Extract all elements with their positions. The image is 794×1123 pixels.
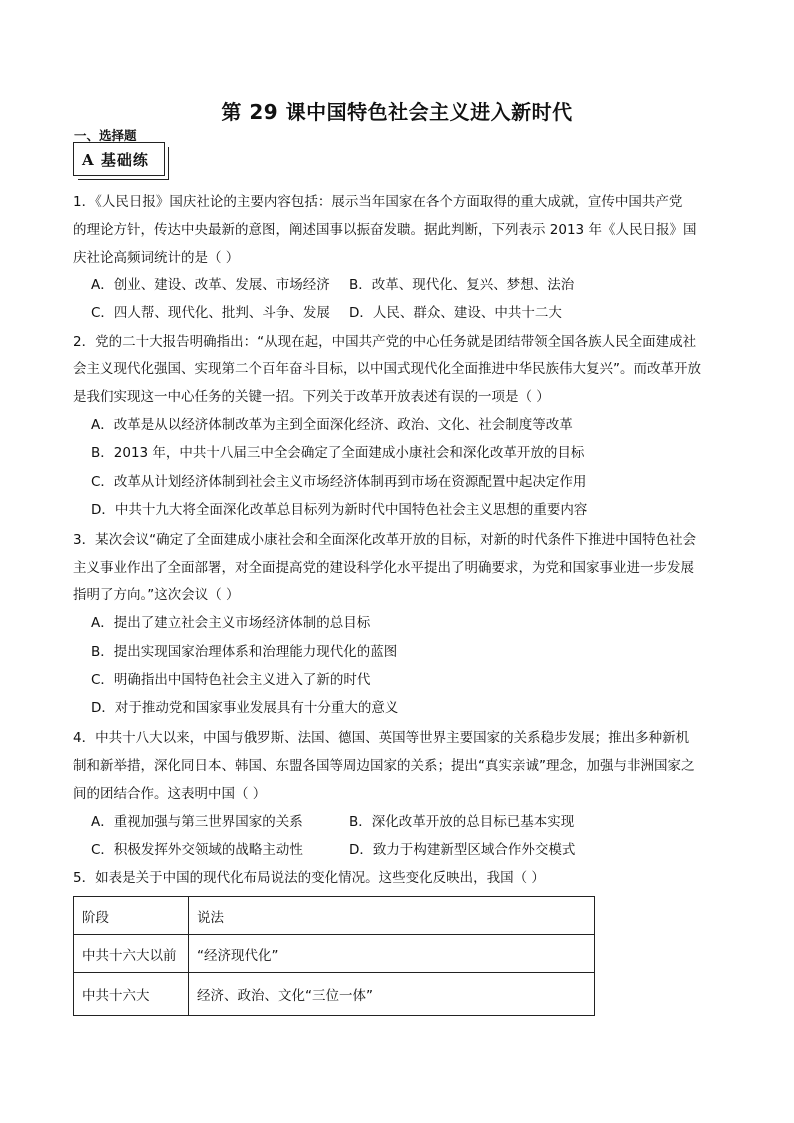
- q1-stem-line: 庆社论高频词统计的是（ ）: [73, 250, 240, 266]
- table-row: [74, 935, 595, 973]
- table-header-cell: 说法: [189, 897, 595, 935]
- level-badge: [73, 142, 165, 176]
- q5-stem: 5．如表是关于中国的现代化布局说法的变化情况。这些变化反映出，我国（ ）: [73, 870, 545, 886]
- q4-option-b: B．深化改革开放的总目标已基本实现: [349, 814, 575, 830]
- q1-stem-line: 1．《人民日报》国庆社论的主要内容包括：展示当年国家在各个方面取得的重大成就，宣传中国共产党: [73, 194, 683, 210]
- q3-option-d: D．对于推动党和国家事业发展具有十分重大的意义: [91, 700, 399, 716]
- table-cell: 中共十六大以前: [74, 935, 189, 973]
- q1-option-d: D．人民、群众、建设、中共十二大: [349, 305, 562, 321]
- q2-stem-line: 会主义现代化强国、实现第二个百年奋斗目标，以中国式现代化全面推进中华民族伟大复兴”。而改革开放: [73, 361, 701, 377]
- table-header-cell: 阶段: [74, 897, 189, 935]
- q3-stem-line: 主义事业作出了全面部署，对全面提高党的建设科学化水平提出了明确要求，为党和国家事业进一步发展: [73, 560, 694, 576]
- q3-stem-line: 指明了方向。”这次会议（ ）: [73, 587, 240, 603]
- level-label: A 基础练: [82, 151, 149, 169]
- q2-stem-line: 是我们实现这一中心任务的关键一招。下列关于改革开放表述有误的一项是（ ）: [73, 389, 550, 405]
- q4-stem-line: 间的团结合作。这表明中国（ ）: [73, 786, 267, 802]
- q2-option-c: C．改革从计划经济体制到社会主义市场经济体制再到市场在资源配置中起决定作用: [91, 474, 587, 490]
- q2-option-a: A．改革是从以经济体制改革为主到全面深化经济、政治、文化、社会制度等改革: [91, 417, 573, 433]
- q4-stem-line: 4．中共十八大以来，中国与俄罗斯、法国、德国、英国等世界主要国家的关系稳步发展；推出多种新机: [73, 730, 690, 746]
- q1-option-b: B．改革、现代化、复兴、梦想、法治: [349, 277, 575, 293]
- q4-option-d: D．致力于构建新型区域合作外交模式: [349, 842, 576, 858]
- q1-option-c: C．四人帮、现代化、批判、斗争、发展: [91, 305, 330, 321]
- page-title: 第 29 课中国特色社会主义进入新时代: [221, 100, 573, 124]
- q4-option-c: C．积极发挥外交领域的战略主动性: [91, 842, 303, 858]
- q5-table: [73, 896, 595, 1016]
- q2-option-b: B．2013 年，中共十八届三中全会确定了全面建成小康社会和深化改革开放的目标: [91, 445, 585, 461]
- q3-stem-line: 3．某次会议“确定了全面建成小康社会和全面深化改革开放的目标，对新的时代条件下推进中国特色社会: [73, 532, 697, 548]
- table-header-row: [74, 897, 595, 935]
- q2-stem-line: 2．党的二十大报告明确指出：“从现在起，中国共产党的中心任务就是团结带领全国各族人民全面建成社: [73, 334, 697, 350]
- q4-stem-line: 制和新举措，深化同日本、韩国、东盟各国等周边国家的关系；提出“真实亲诚”理念，加强与非洲国家之: [73, 758, 695, 774]
- section-label: 一、选择题: [74, 128, 137, 143]
- q3-option-c: C．明确指出中国特色社会主义进入了新的时代: [91, 672, 371, 688]
- q3-option-a: A．提出了建立社会主义市场经济体制的总目标: [91, 615, 371, 631]
- table-row: [74, 973, 595, 1016]
- q4-option-a: A．重视加强与第三世界国家的关系: [91, 814, 303, 830]
- q1-option-a: A．创业、建设、改革、发展、市场经济: [91, 277, 330, 293]
- table-cell: “经济现代化”: [189, 935, 595, 973]
- table-cell: 经济、政治、文化“三位一体”: [189, 973, 595, 1016]
- q1-stem-line: 的理论方针，传达中央最新的意图，阐述国事以振奋发聩。据此判断，下列表示 2013 年《人民日报》国: [73, 222, 697, 238]
- q3-option-b: B．提出实现国家治理体系和治理能力现代化的蓝图: [91, 644, 398, 660]
- table-cell: 中共十六大: [74, 973, 189, 1016]
- q2-option-d: D．中共十九大将全面深化改革总目标列为新时代中国特色社会主义思想的重要内容: [91, 502, 588, 518]
